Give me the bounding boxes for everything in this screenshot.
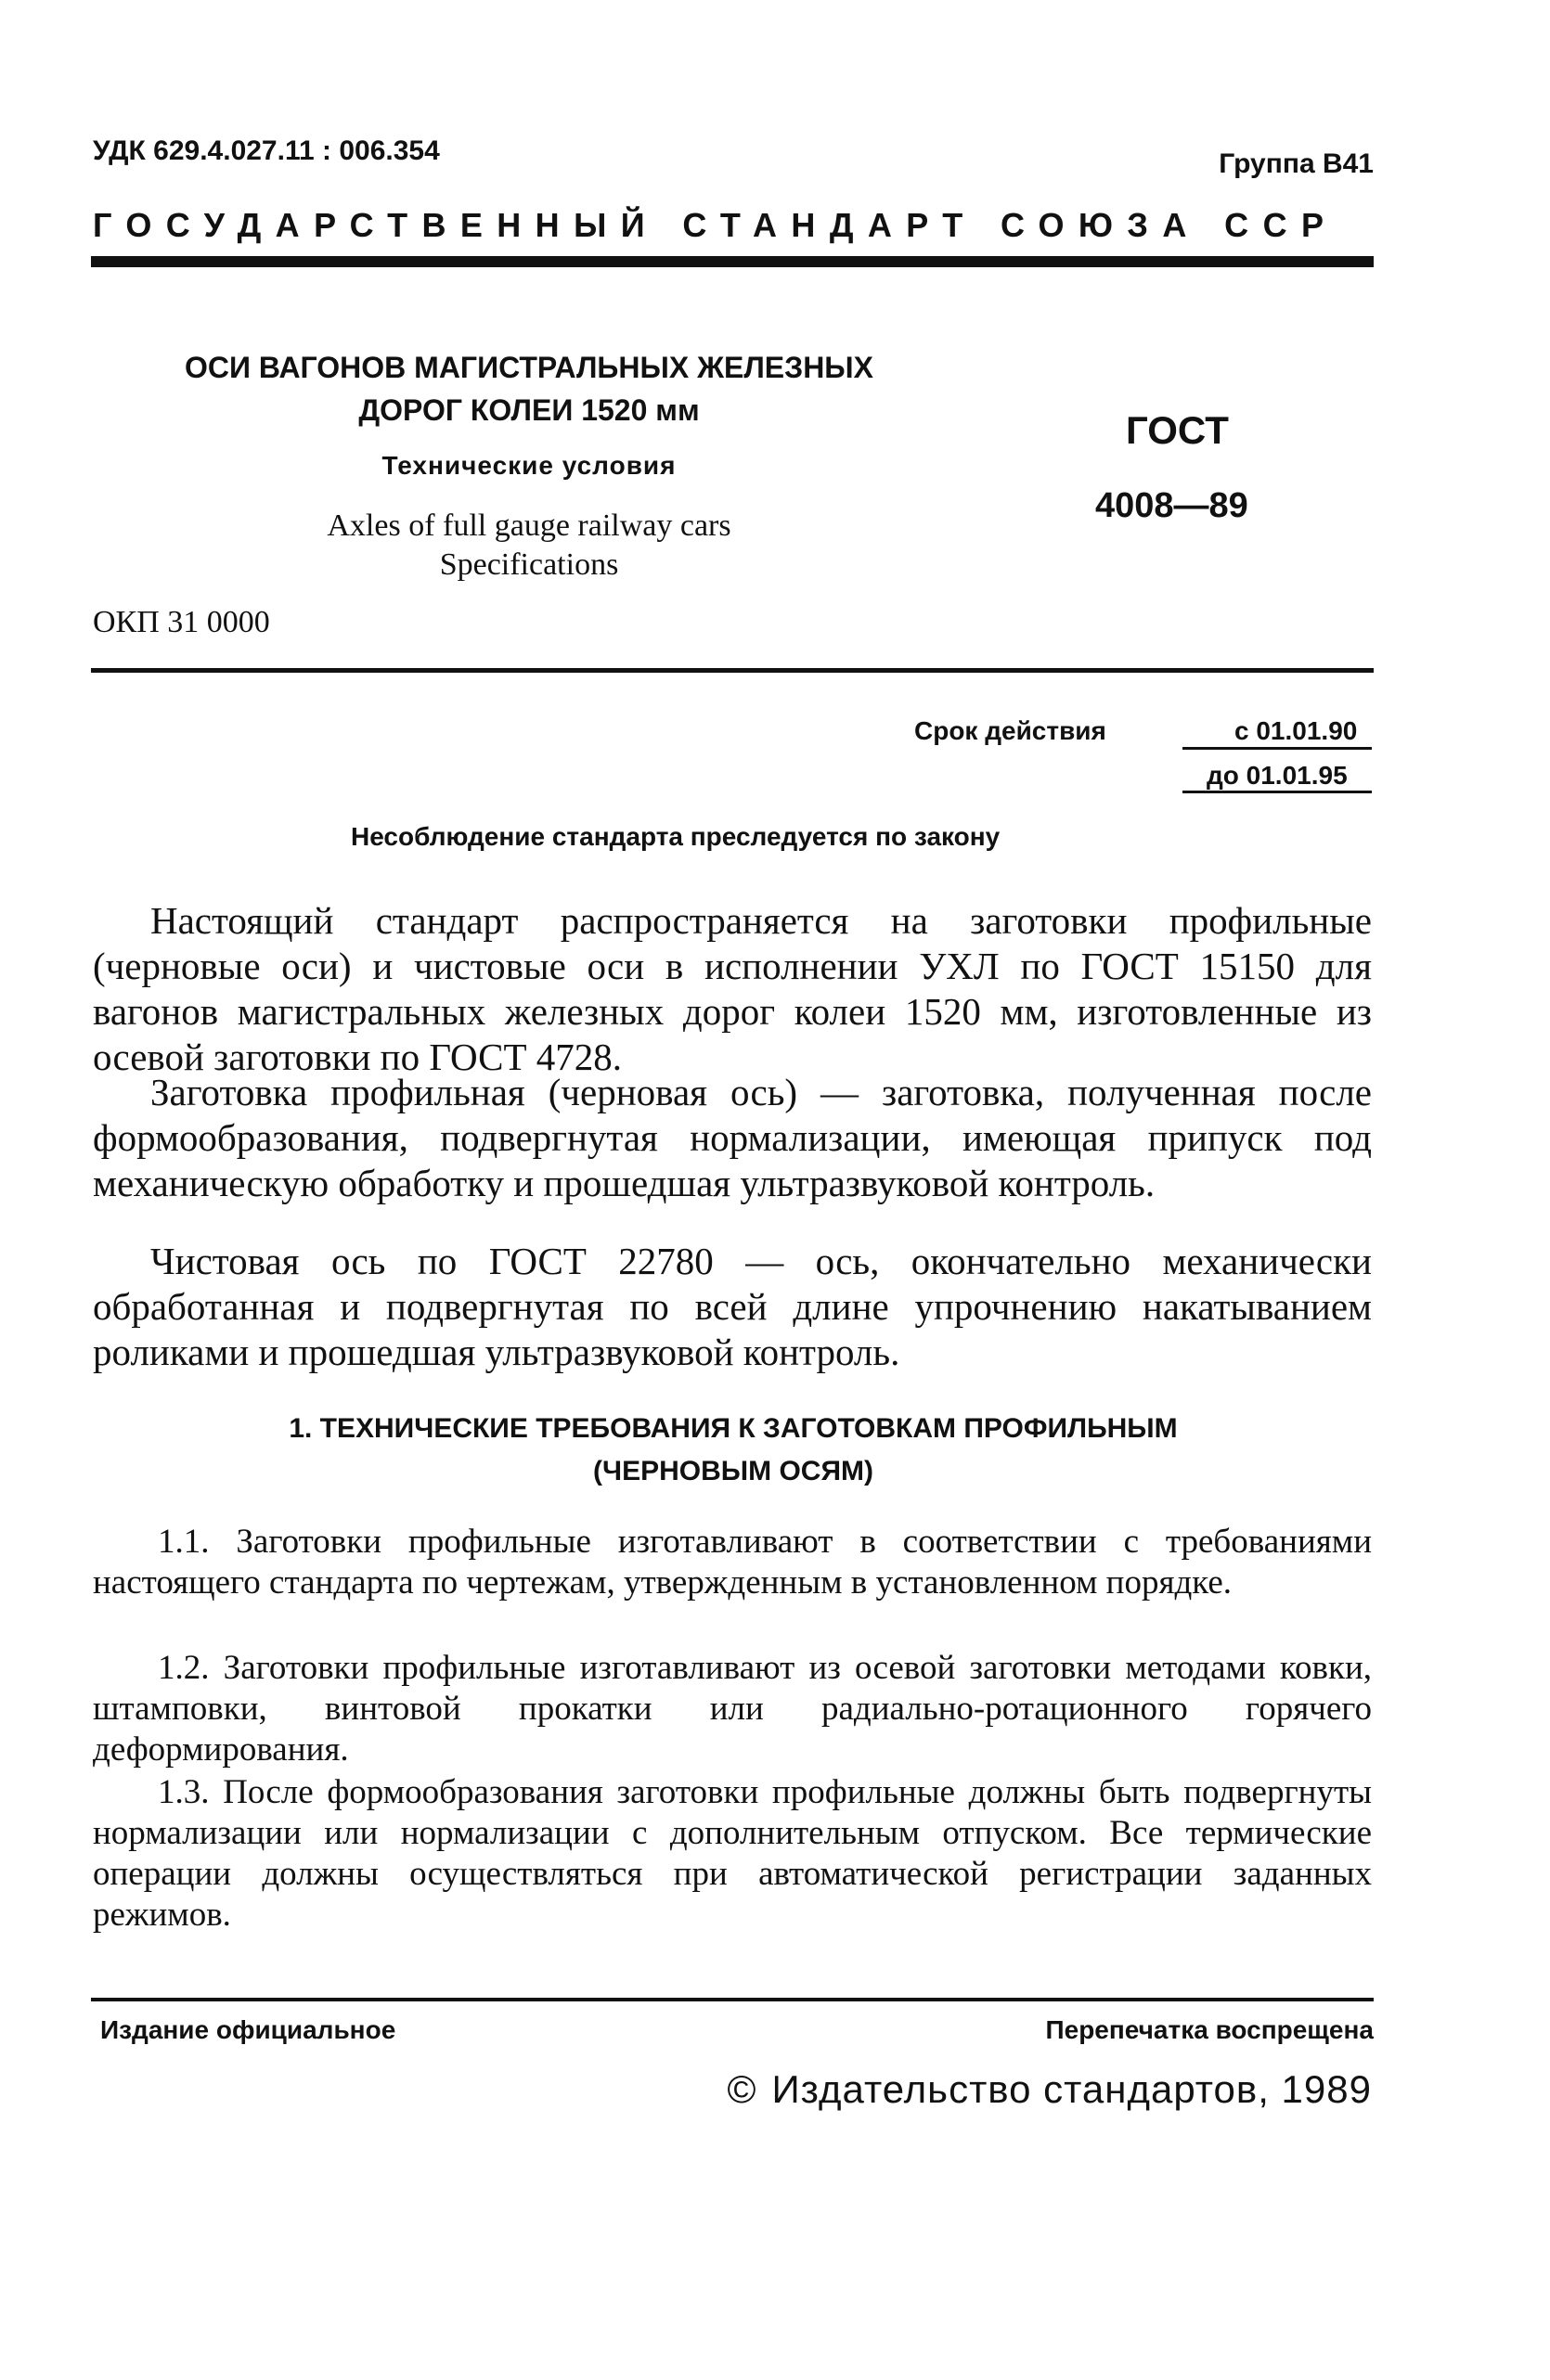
clause-1-1: 1.1. Заготовки профильные изготавливают в соответствии с требованиями настоящего стандарта по чертежам, утвержденным в установленном порядке. [93,1523,1372,1602]
clause-1-3: 1.3. После формообразования заготовки профильные должны быть подвергнуты нормализации или нормализации с дополнительным отпуском. Все термические операции должны осуществляться при автоматической регистрации заданных режимов. [93,1773,1372,1934]
document-title-line1: ОСИ ВАГОНОВ МАГИСТРАЛЬНЫХ ЖЕЛЕЗНЫХ [185,351,873,384]
legal-warning: Несоблюдение стандарта преследуется по закону [351,822,1001,851]
state-standard-heading: ГОСУДАРСТВЕННЫЙ СТАНДАРТ СОЮЗА ССР [93,206,1338,244]
section-heading-line1: 1. ТЕХНИЧЕСКИЕ ТРЕБОВАНИЯ К ЗАГОТОВКАМ ПРОФИЛЬНЫМ [289,1413,1178,1444]
document-title-line2: ДОРОГ КОЛЕИ 1520 мм [358,393,700,427]
udk-code: УДК 629.4.027.11 : 006.354 [93,135,440,166]
clause-1-2: 1.2. Заготовки профильные изготавливают из осевой заготовки методами ковки, штамповки, винтовой прокатки или радиально-ротационного горячего деформирования. [93,1649,1372,1769]
english-title-line1: Axles of full gauge railway cars [327,508,731,543]
validity-label: Срок действия [914,716,1106,745]
validity-underline [1182,747,1372,750]
copyright-line [728,2067,1372,2112]
okp-code: ОКП 31 0000 [93,605,270,639]
footer-rule [91,1998,1374,2001]
intro-paragraph: Чистовая ось по ГОСТ 22780 — ось, окончательно механически обработанная и подвергнутая по всей длине упрочнению накатыванием роликами и прошедшая ультразвуковой контроль. [93,1240,1372,1373]
group-code: Группа В41 [1219,148,1374,179]
validity-underline [1182,791,1372,793]
copyright-text: Издательство стандартов, 1989 [771,2067,1372,2111]
english-title-line2: Specifications [439,547,619,582]
gost-number: 4008—89 [1095,486,1248,525]
title-divider [91,668,1374,673]
header-rule [91,256,1374,267]
gost-label: ГОСТ [1126,408,1229,452]
validity-to: до 01.01.95 [1207,761,1348,790]
intro-paragraph: Настоящий стандарт распространяется на заготовки профильные (черновые оси) и чистовые оси в исполнении УХЛ по ГОСТ 15150 для вагонов магистральных железных дорог колеи 1520 мм, изготовленные из осевой заготовки по ГОСТ 4728. [93,899,1372,1078]
copyright-icon: © [727,2067,757,2111]
intro-paragraph: Заготовка профильная (черновая ось) — заготовка, полученная после формообразования, подвергнутая нормализации, имеющая припуск под механическую обработку и прошедшая ультразвуковой контроль. [93,1071,1372,1204]
document-subtitle: Технические условия [381,451,677,480]
edition-note: Издание официальное [100,2015,396,2044]
section-heading-line2: (ЧЕРНОВЫМ ОСЯМ) [593,1456,873,1486]
reprint-note: Перепечатка воспрещена [1045,2015,1374,2044]
validity-from: с 01.01.90 [1234,716,1358,745]
